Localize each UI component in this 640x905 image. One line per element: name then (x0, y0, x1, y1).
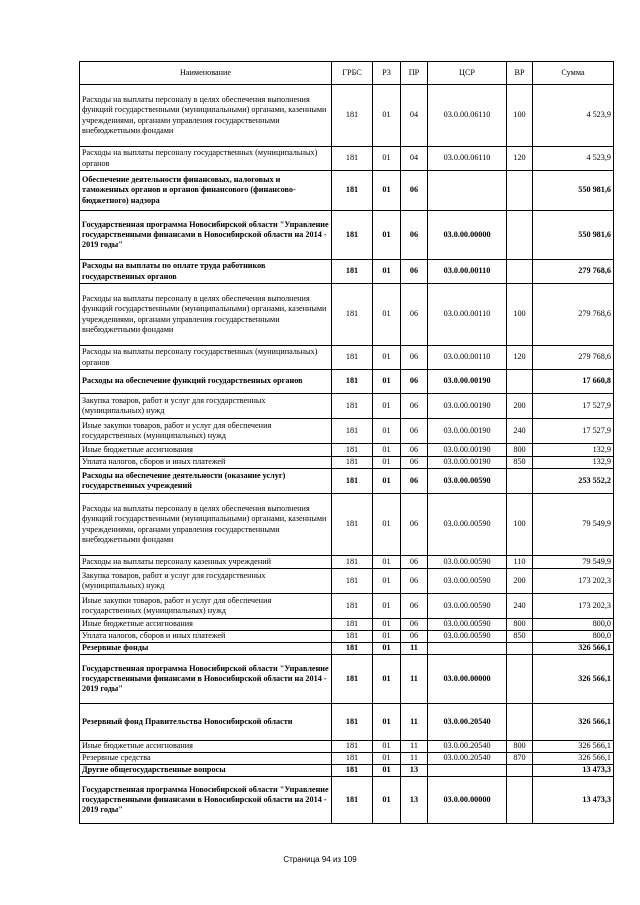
cell-vr (507, 777, 533, 824)
cell-vr: 100 (507, 494, 533, 556)
cell-sum: 326 566,1 (533, 741, 614, 753)
cell-sum: 800,0 (533, 631, 614, 643)
cell-pr: 06 (401, 370, 428, 394)
cell-sum: 4 523,9 (533, 85, 614, 147)
cell-rz: 01 (373, 619, 401, 631)
cell-pr: 06 (401, 569, 428, 594)
table-row (80, 346, 614, 370)
cell-rz: 01 (373, 741, 401, 753)
cell-vr: 110 (507, 556, 533, 569)
cell-sum: 13 473,3 (533, 765, 614, 777)
cell-grbs: 181 (332, 631, 373, 643)
cell-csr: 03.0.00.00590 (428, 631, 507, 643)
cell-csr: 03.0.00.00190 (428, 444, 507, 457)
cell-pr: 06 (401, 171, 428, 211)
cell-vr: 120 (507, 147, 533, 171)
cell-vr (507, 211, 533, 260)
cell-sum: 17 527,9 (533, 419, 614, 444)
cell-grbs: 181 (332, 741, 373, 753)
budget-table (79, 61, 614, 824)
cell-name: Расходы на выплаты персоналу государственных (муниципальных) органов (80, 147, 332, 171)
cell-vr (507, 704, 533, 741)
cell-pr: 06 (401, 346, 428, 370)
cell-grbs: 181 (332, 419, 373, 444)
cell-grbs: 181 (332, 704, 373, 741)
table-row (80, 594, 614, 619)
cell-rz: 01 (373, 171, 401, 211)
cell-csr: 03.0.00.06110 (428, 85, 507, 147)
cell-pr: 13 (401, 777, 428, 824)
cell-pr: 04 (401, 85, 428, 147)
cell-csr: 03.0.00.00590 (428, 619, 507, 631)
cell-name: Закупка товаров, работ и услуг для государственных (муниципальных) нужд (80, 569, 332, 594)
cell-pr: 11 (401, 643, 428, 655)
cell-rz: 01 (373, 556, 401, 569)
cell-vr: 200 (507, 569, 533, 594)
cell-csr: 03.0.00.00110 (428, 284, 507, 346)
table-row (80, 211, 614, 260)
cell-pr: 11 (401, 704, 428, 741)
cell-csr: 03.0.00.00590 (428, 494, 507, 556)
cell-sum: 253 552,2 (533, 469, 614, 494)
cell-name: Расходы на выплаты персоналу государственных (муниципальных) органов (80, 346, 332, 370)
cell-pr: 06 (401, 619, 428, 631)
cell-pr: 06 (401, 394, 428, 419)
table-row (80, 765, 614, 777)
cell-name: Государственная программа Новосибирской области "Управление государственными финансами в Новосибирской области на 2014 - 2019 годы" (80, 777, 332, 824)
cell-vr (507, 260, 533, 284)
cell-vr: 800 (507, 741, 533, 753)
cell-grbs: 181 (332, 765, 373, 777)
cell-sum: 550 981,6 (533, 211, 614, 260)
cell-name: Иные бюджетные ассигнования (80, 619, 332, 631)
cell-name: Иные бюджетные ассигнования (80, 444, 332, 457)
cell-pr: 04 (401, 147, 428, 171)
cell-vr: 240 (507, 419, 533, 444)
cell-sum: 79 549,9 (533, 556, 614, 569)
cell-pr: 06 (401, 211, 428, 260)
cell-rz: 01 (373, 469, 401, 494)
cell-name: Государственная программа Новосибирской области "Управление государственными финансами в Новосибирской области на 2014 - 2019 годы" (80, 211, 332, 260)
cell-name: Расходы на выплаты персоналу казенных учреждений (80, 556, 332, 569)
cell-name: Расходы на выплаты персоналу в целях обеспечения выполнения функций государственными (муниципальными) органами, казенными учреждениями, органами управления государственными внебюджетными фондами (80, 85, 332, 147)
cell-grbs: 181 (332, 147, 373, 171)
cell-vr (507, 643, 533, 655)
cell-vr: 800 (507, 619, 533, 631)
cell-grbs: 181 (332, 260, 373, 284)
cell-rz: 01 (373, 704, 401, 741)
cell-vr: 240 (507, 594, 533, 619)
cell-csr: 03.0.00.00000 (428, 211, 507, 260)
cell-sum: 800,0 (533, 619, 614, 631)
cell-grbs: 181 (332, 457, 373, 469)
cell-name: Уплата налогов, сборов и иных платежей (80, 631, 332, 643)
cell-vr: 100 (507, 284, 533, 346)
cell-rz: 01 (373, 753, 401, 765)
header-sum: Сумма (533, 62, 614, 85)
cell-vr: 800 (507, 444, 533, 457)
cell-grbs: 181 (332, 346, 373, 370)
cell-rz: 01 (373, 211, 401, 260)
cell-grbs: 181 (332, 469, 373, 494)
cell-rz: 01 (373, 284, 401, 346)
cell-rz: 01 (373, 777, 401, 824)
cell-sum: 326 566,1 (533, 753, 614, 765)
table-row (80, 370, 614, 394)
cell-pr: 06 (401, 284, 428, 346)
cell-name: Резервный фонд Правительства Новосибирской области (80, 704, 332, 741)
cell-pr: 11 (401, 753, 428, 765)
cell-name: Закупка товаров, работ и услуг для государственных (муниципальных) нужд (80, 394, 332, 419)
cell-sum: 550 981,6 (533, 171, 614, 211)
cell-sum: 279 768,6 (533, 284, 614, 346)
cell-grbs: 181 (332, 753, 373, 765)
header-vr: ВР (507, 62, 533, 85)
cell-grbs: 181 (332, 569, 373, 594)
cell-vr (507, 370, 533, 394)
cell-sum: 17 527,9 (533, 394, 614, 419)
cell-rz: 01 (373, 643, 401, 655)
cell-csr: 03.0.00.00590 (428, 569, 507, 594)
cell-pr: 06 (401, 631, 428, 643)
cell-sum: 326 566,1 (533, 643, 614, 655)
table-row (80, 284, 614, 346)
cell-vr: 200 (507, 394, 533, 419)
header-rz: РЗ (373, 62, 401, 85)
table-row (80, 469, 614, 494)
cell-csr: 03.0.00.20540 (428, 704, 507, 741)
cell-grbs: 181 (332, 284, 373, 346)
table-row (80, 147, 614, 171)
cell-rz: 01 (373, 655, 401, 704)
cell-rz: 01 (373, 370, 401, 394)
cell-grbs: 181 (332, 171, 373, 211)
cell-rz: 01 (373, 457, 401, 469)
cell-name: Другие общегосударственные вопросы (80, 765, 332, 777)
cell-csr (428, 765, 507, 777)
table-body (80, 85, 614, 824)
cell-name: Расходы на обеспечение деятельности (оказание услуг) государственных учреждений (80, 469, 332, 494)
cell-sum: 173 202,3 (533, 594, 614, 619)
cell-name: Иные закупки товаров, работ и услуг для обеспечения государственных (муниципальных) нужд (80, 419, 332, 444)
cell-pr: 11 (401, 741, 428, 753)
cell-name: Расходы на выплаты персоналу в целях обеспечения выполнения функций государственными (муниципальными) органами, казенными учреждениями, органами управления государственными внебюджетными фондами (80, 494, 332, 556)
cell-rz: 01 (373, 444, 401, 457)
cell-pr: 13 (401, 765, 428, 777)
cell-rz: 01 (373, 147, 401, 171)
cell-rz: 01 (373, 765, 401, 777)
cell-rz: 01 (373, 346, 401, 370)
table-row (80, 753, 614, 765)
cell-vr: 850 (507, 457, 533, 469)
cell-rz: 01 (373, 494, 401, 556)
cell-pr: 06 (401, 494, 428, 556)
cell-sum: 173 202,3 (533, 569, 614, 594)
cell-pr: 06 (401, 444, 428, 457)
table-row (80, 419, 614, 444)
table-row (80, 631, 614, 643)
header-csr: ЦСР (428, 62, 507, 85)
table-row (80, 619, 614, 631)
cell-name: Иные бюджетные ассигнования (80, 741, 332, 753)
cell-grbs: 181 (332, 619, 373, 631)
cell-grbs: 181 (332, 494, 373, 556)
cell-sum: 279 768,6 (533, 346, 614, 370)
cell-name: Расходы на обеспечение функций государственных органов (80, 370, 332, 394)
table-row (80, 655, 614, 704)
header-name: Наименование (80, 62, 332, 85)
cell-csr: 03.0.00.00590 (428, 469, 507, 494)
cell-grbs: 181 (332, 211, 373, 260)
cell-grbs: 181 (332, 777, 373, 824)
table-row (80, 704, 614, 741)
header-grbs: ГРБС (332, 62, 373, 85)
cell-vr (507, 765, 533, 777)
cell-sum: 326 566,1 (533, 655, 614, 704)
cell-csr (428, 171, 507, 211)
cell-csr: 03.0.00.00110 (428, 346, 507, 370)
cell-vr (507, 171, 533, 211)
cell-grbs: 181 (332, 370, 373, 394)
cell-pr: 06 (401, 594, 428, 619)
cell-grbs: 181 (332, 85, 373, 147)
cell-name: Государственная программа Новосибирской области "Управление государственными финансами в Новосибирской области на 2014 - 2019 годы" (80, 655, 332, 704)
cell-csr (428, 643, 507, 655)
cell-name: Резервные средства (80, 753, 332, 765)
cell-csr: 03.0.00.00190 (428, 457, 507, 469)
cell-name: Обеспечение деятельности финансовых, налоговых и таможенных органов и органов финансового (финансово-бюджетного) надзора (80, 171, 332, 211)
cell-sum: 326 566,1 (533, 704, 614, 741)
cell-name: Резервные фонды (80, 643, 332, 655)
cell-pr: 06 (401, 469, 428, 494)
table-row (80, 260, 614, 284)
cell-grbs: 181 (332, 556, 373, 569)
table-row (80, 444, 614, 457)
cell-csr: 03.0.00.00590 (428, 556, 507, 569)
table-row (80, 556, 614, 569)
cell-rz: 01 (373, 394, 401, 419)
cell-csr: 03.0.00.00190 (428, 419, 507, 444)
cell-sum: 132,9 (533, 457, 614, 469)
header-pr: ПР (401, 62, 428, 85)
table-row (80, 777, 614, 824)
cell-rz: 01 (373, 260, 401, 284)
table-row (80, 394, 614, 419)
cell-name: Уплата налогов, сборов и иных платежей (80, 457, 332, 469)
cell-rz: 01 (373, 85, 401, 147)
cell-csr: 03.0.00.20540 (428, 753, 507, 765)
cell-rz: 01 (373, 594, 401, 619)
cell-pr: 06 (401, 260, 428, 284)
cell-grbs: 181 (332, 643, 373, 655)
cell-csr: 03.0.00.00000 (428, 777, 507, 824)
cell-grbs: 181 (332, 655, 373, 704)
cell-vr: 850 (507, 631, 533, 643)
cell-pr: 06 (401, 419, 428, 444)
cell-csr: 03.0.00.00110 (428, 260, 507, 284)
cell-grbs: 181 (332, 394, 373, 419)
cell-rz: 01 (373, 419, 401, 444)
cell-csr: 03.0.00.00190 (428, 370, 507, 394)
table-row (80, 85, 614, 147)
cell-vr: 100 (507, 85, 533, 147)
table-row (80, 643, 614, 655)
cell-name: Иные закупки товаров, работ и услуг для обеспечения государственных (муниципальных) нужд (80, 594, 332, 619)
header-row (80, 62, 614, 85)
cell-vr (507, 469, 533, 494)
cell-pr: 06 (401, 556, 428, 569)
cell-vr (507, 655, 533, 704)
cell-name: Расходы на выплаты персоналу в целях обеспечения выполнения функций государственными (муниципальными) органами, казенными учреждениями, органами управления государственными внебюджетными фондами (80, 284, 332, 346)
cell-csr: 03.0.00.06110 (428, 147, 507, 171)
page-number: Страница 94 из 109 (283, 855, 357, 864)
cell-csr: 03.0.00.00000 (428, 655, 507, 704)
cell-grbs: 181 (332, 444, 373, 457)
cell-name: Расходы на выплаты по оплате труда работников государственных органов (80, 260, 332, 284)
cell-rz: 01 (373, 569, 401, 594)
cell-pr: 11 (401, 655, 428, 704)
cell-csr: 03.0.00.00190 (428, 394, 507, 419)
table-row (80, 741, 614, 753)
cell-vr: 120 (507, 346, 533, 370)
cell-grbs: 181 (332, 594, 373, 619)
cell-sum: 17 660,8 (533, 370, 614, 394)
table-row (80, 171, 614, 211)
cell-sum: 4 523,9 (533, 147, 614, 171)
table-row (80, 457, 614, 469)
cell-sum: 13 473,3 (533, 777, 614, 824)
table-row (80, 494, 614, 556)
table-row (80, 569, 614, 594)
cell-sum: 79 549,9 (533, 494, 614, 556)
cell-sum: 132,9 (533, 444, 614, 457)
cell-vr: 870 (507, 753, 533, 765)
cell-rz: 01 (373, 631, 401, 643)
cell-csr: 03.0.00.00590 (428, 594, 507, 619)
cell-sum: 279 768,6 (533, 260, 614, 284)
cell-pr: 06 (401, 457, 428, 469)
cell-csr: 03.0.00.20540 (428, 741, 507, 753)
